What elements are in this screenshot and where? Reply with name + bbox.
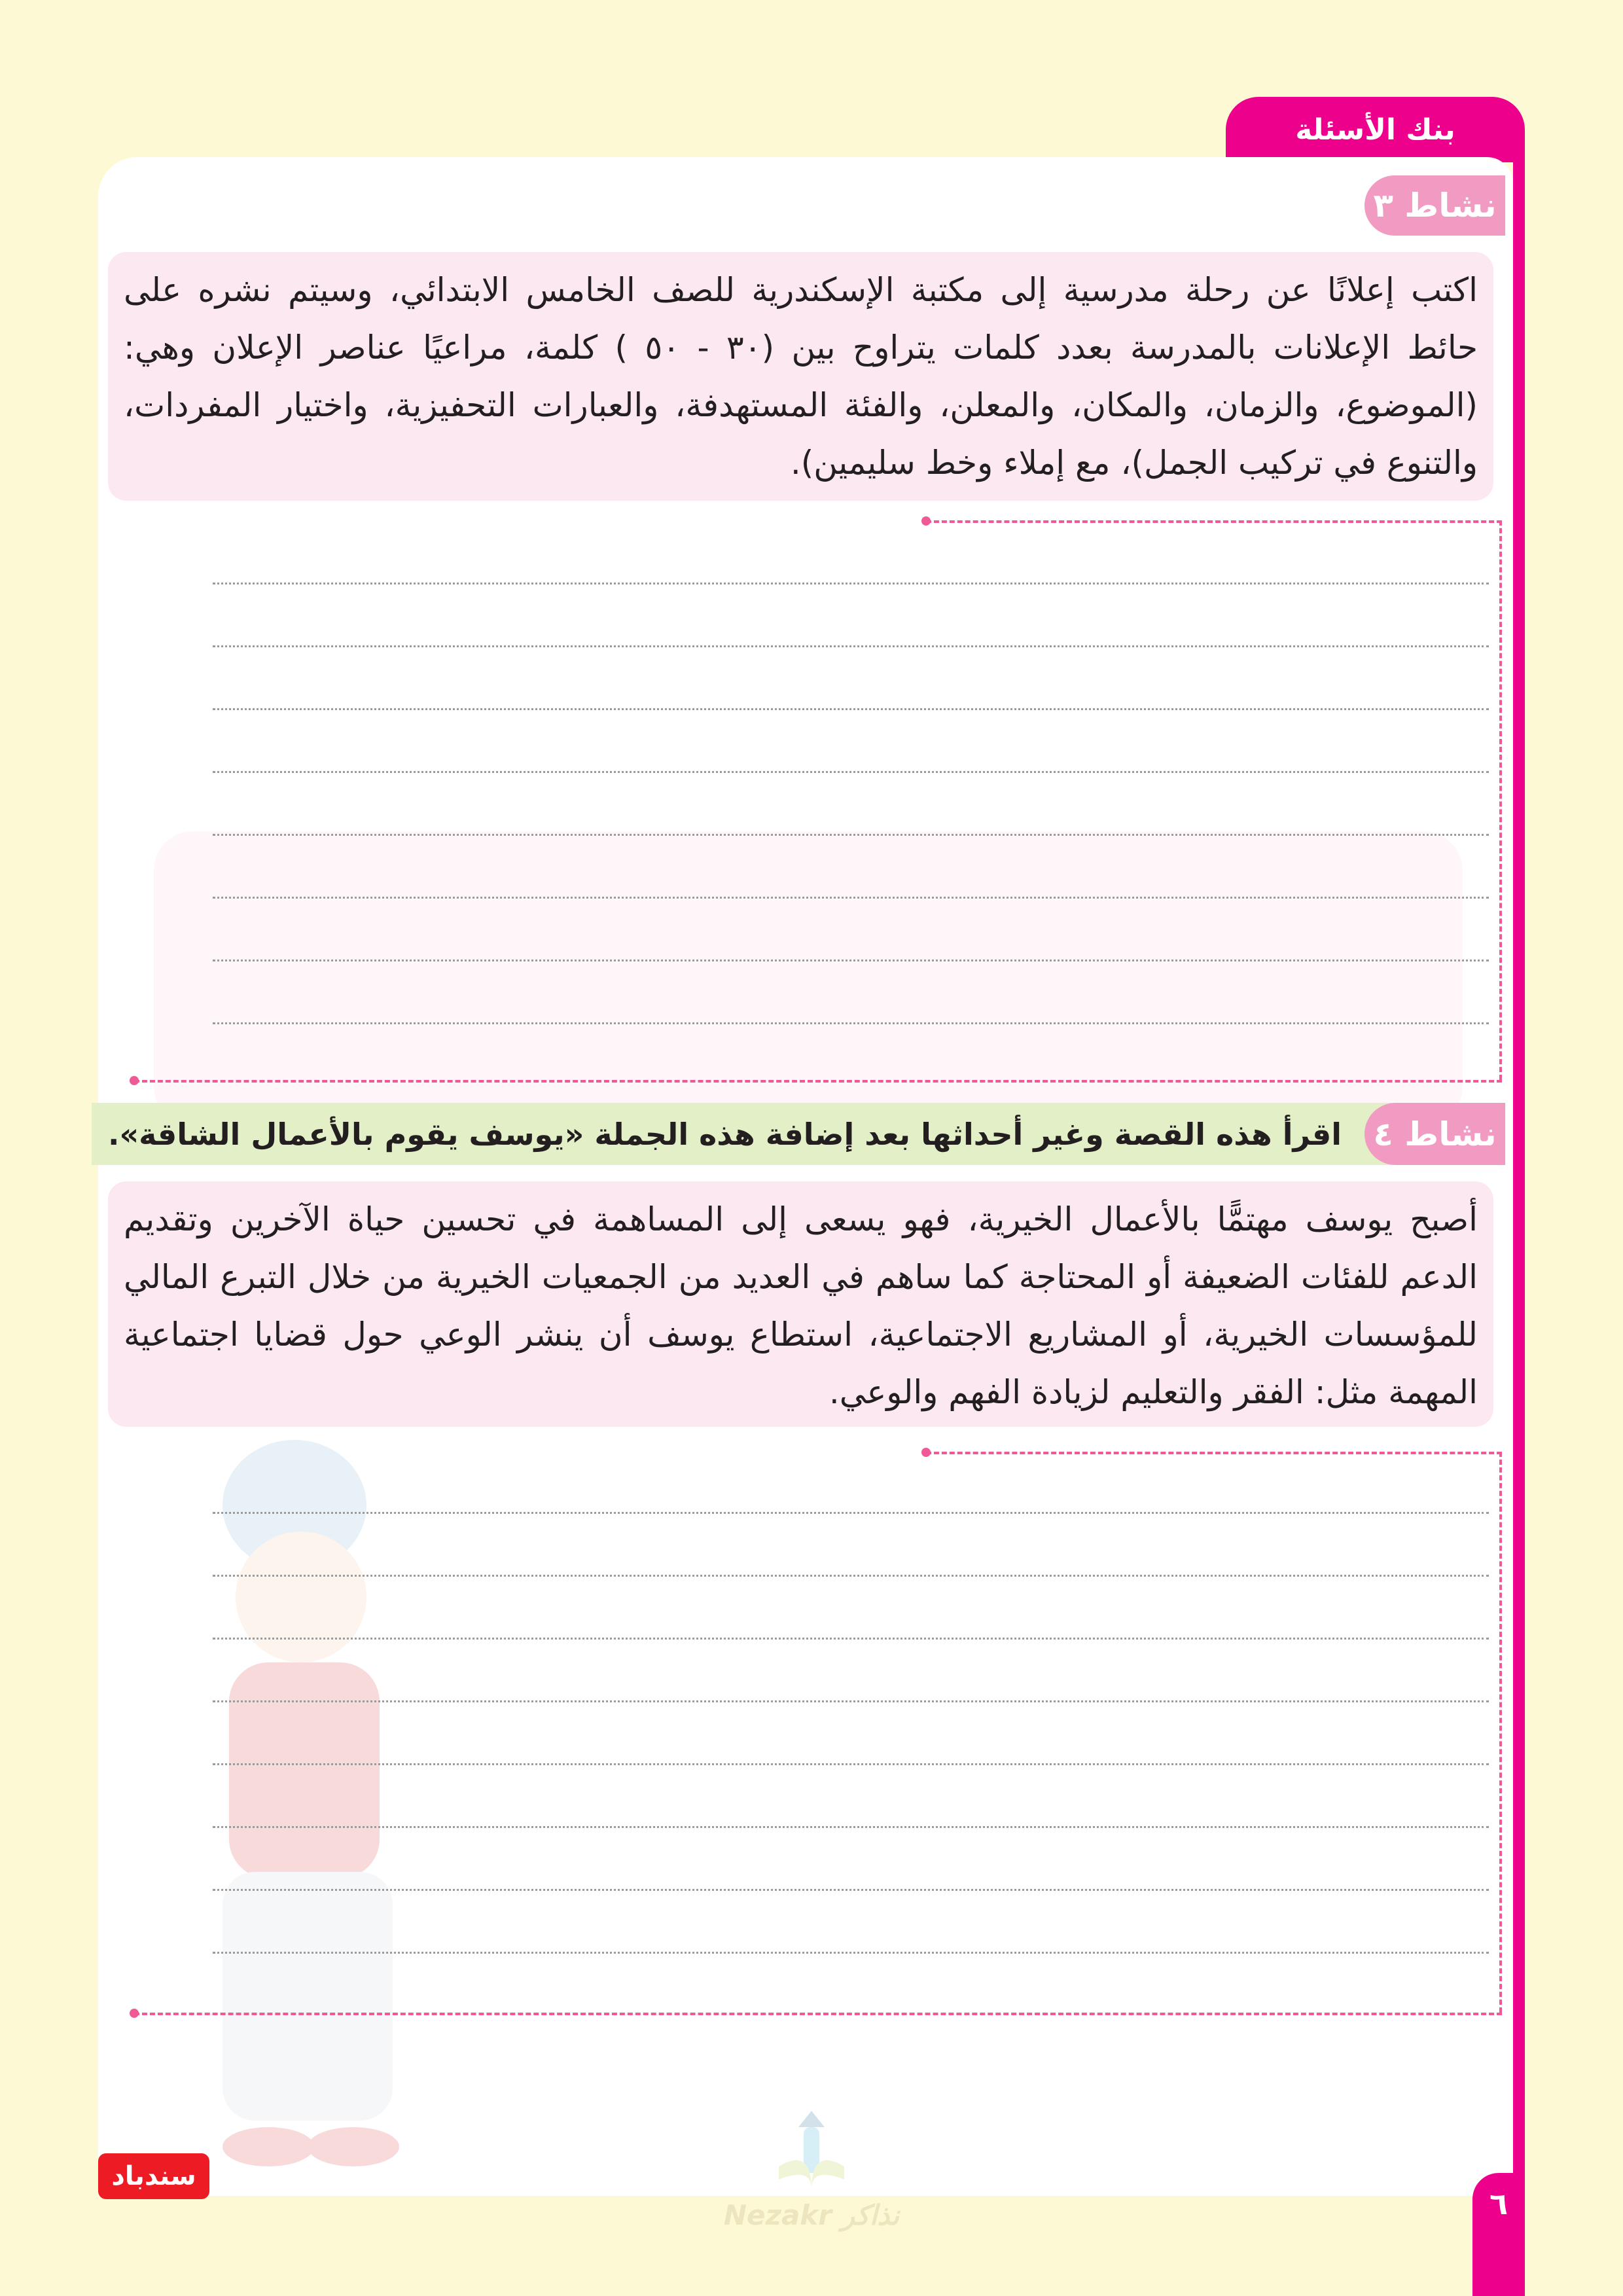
writing-line[interactable]	[213, 897, 1489, 899]
writing-line[interactable]	[213, 583, 1489, 584]
answer-box-2-top	[926, 1452, 1502, 1454]
graduate-book-icon	[772, 2108, 851, 2193]
writing-line[interactable]	[213, 1952, 1489, 1954]
dot-marker	[130, 2009, 139, 2018]
answer-box-2-bottom	[134, 2013, 1502, 2015]
answer-box-1-bottom	[134, 1080, 1502, 1083]
writing-line[interactable]	[213, 960, 1489, 961]
activity-3-badge: نشاط ٣	[1364, 175, 1505, 236]
dot-marker	[921, 516, 931, 526]
writing-line[interactable]	[213, 1022, 1489, 1024]
answer-box-2-right	[1499, 1452, 1502, 2013]
activity-4-badge: نشاط ٤	[1364, 1103, 1505, 1165]
writing-line[interactable]	[213, 834, 1489, 836]
dot-marker	[130, 1076, 139, 1085]
publisher-logo: سندباد	[98, 2153, 209, 2199]
page-edge-rule	[1513, 131, 1525, 2296]
writing-line[interactable]	[213, 1763, 1489, 1765]
writing-line[interactable]	[213, 1826, 1489, 1828]
page-number: ٦	[1472, 2173, 1525, 2296]
writing-line[interactable]	[213, 1512, 1489, 1514]
boy-illustration	[164, 1427, 438, 2179]
writing-line[interactable]	[213, 708, 1489, 710]
answer-box-1-right	[1499, 520, 1502, 1080]
nezakr-watermark	[707, 2108, 916, 2251]
activity-4-story: أصبح يوسف مهتمًّا بالأعمال الخيرية، فهو يسعى إلى المساهمة في تحسين حياة الآخرين وتقديم الدعم للفئات الضعيفة أو المحتاجة كما ساهم في العديد من الجمعيات الخيرية من خلال التبرع المالي للمؤسسات الخيرية، أو المشاريع الاجتماعية، استطاع يوسف أن ينشر الوعي حول قضايا اجتماعية المهمة مثل: الفقر والتعليم لزيادة الفهم والوعي.	[108, 1181, 1493, 1427]
watermark-text: Nezakr نذاكر	[723, 2199, 900, 2231]
dot-marker	[921, 1448, 931, 1457]
writing-line[interactable]	[213, 645, 1489, 647]
answer-box-1-top	[926, 520, 1502, 523]
activity-3-prompt: اكتب إعلانًا عن رحلة مدرسية إلى مكتبة الإسكندرية للصف الخامس الابتدائي، وسيتم نشره على حائط الإعلانات بالمدرسة بعدد كلمات يتراوح بين (٣٠ - ٥٠ ) كلمة، مراعيًا عناصر الإعلان وهي: (الموضوع، والزمان، والمكان، والمعلن، والفئة المستهدفة، والعبارات التحفيزية، واختيار المفردات، والتنوع في تركيب الجمل)، مع إملاء وخط سليمين).	[108, 252, 1493, 501]
writing-line[interactable]	[213, 771, 1489, 773]
writing-line[interactable]	[213, 1700, 1489, 1702]
writing-line[interactable]	[213, 1889, 1489, 1891]
section-title-tab: بنك الأسئلة	[1226, 97, 1525, 162]
writing-line[interactable]	[213, 1575, 1489, 1577]
writing-line[interactable]	[213, 1638, 1489, 1640]
activity-4-instruction: اقرأ هذه القصة وغير أحداثها بعد إضافة هذه الجملة «يوسف يقوم بالأعمال الشاقة».	[92, 1103, 1505, 1165]
